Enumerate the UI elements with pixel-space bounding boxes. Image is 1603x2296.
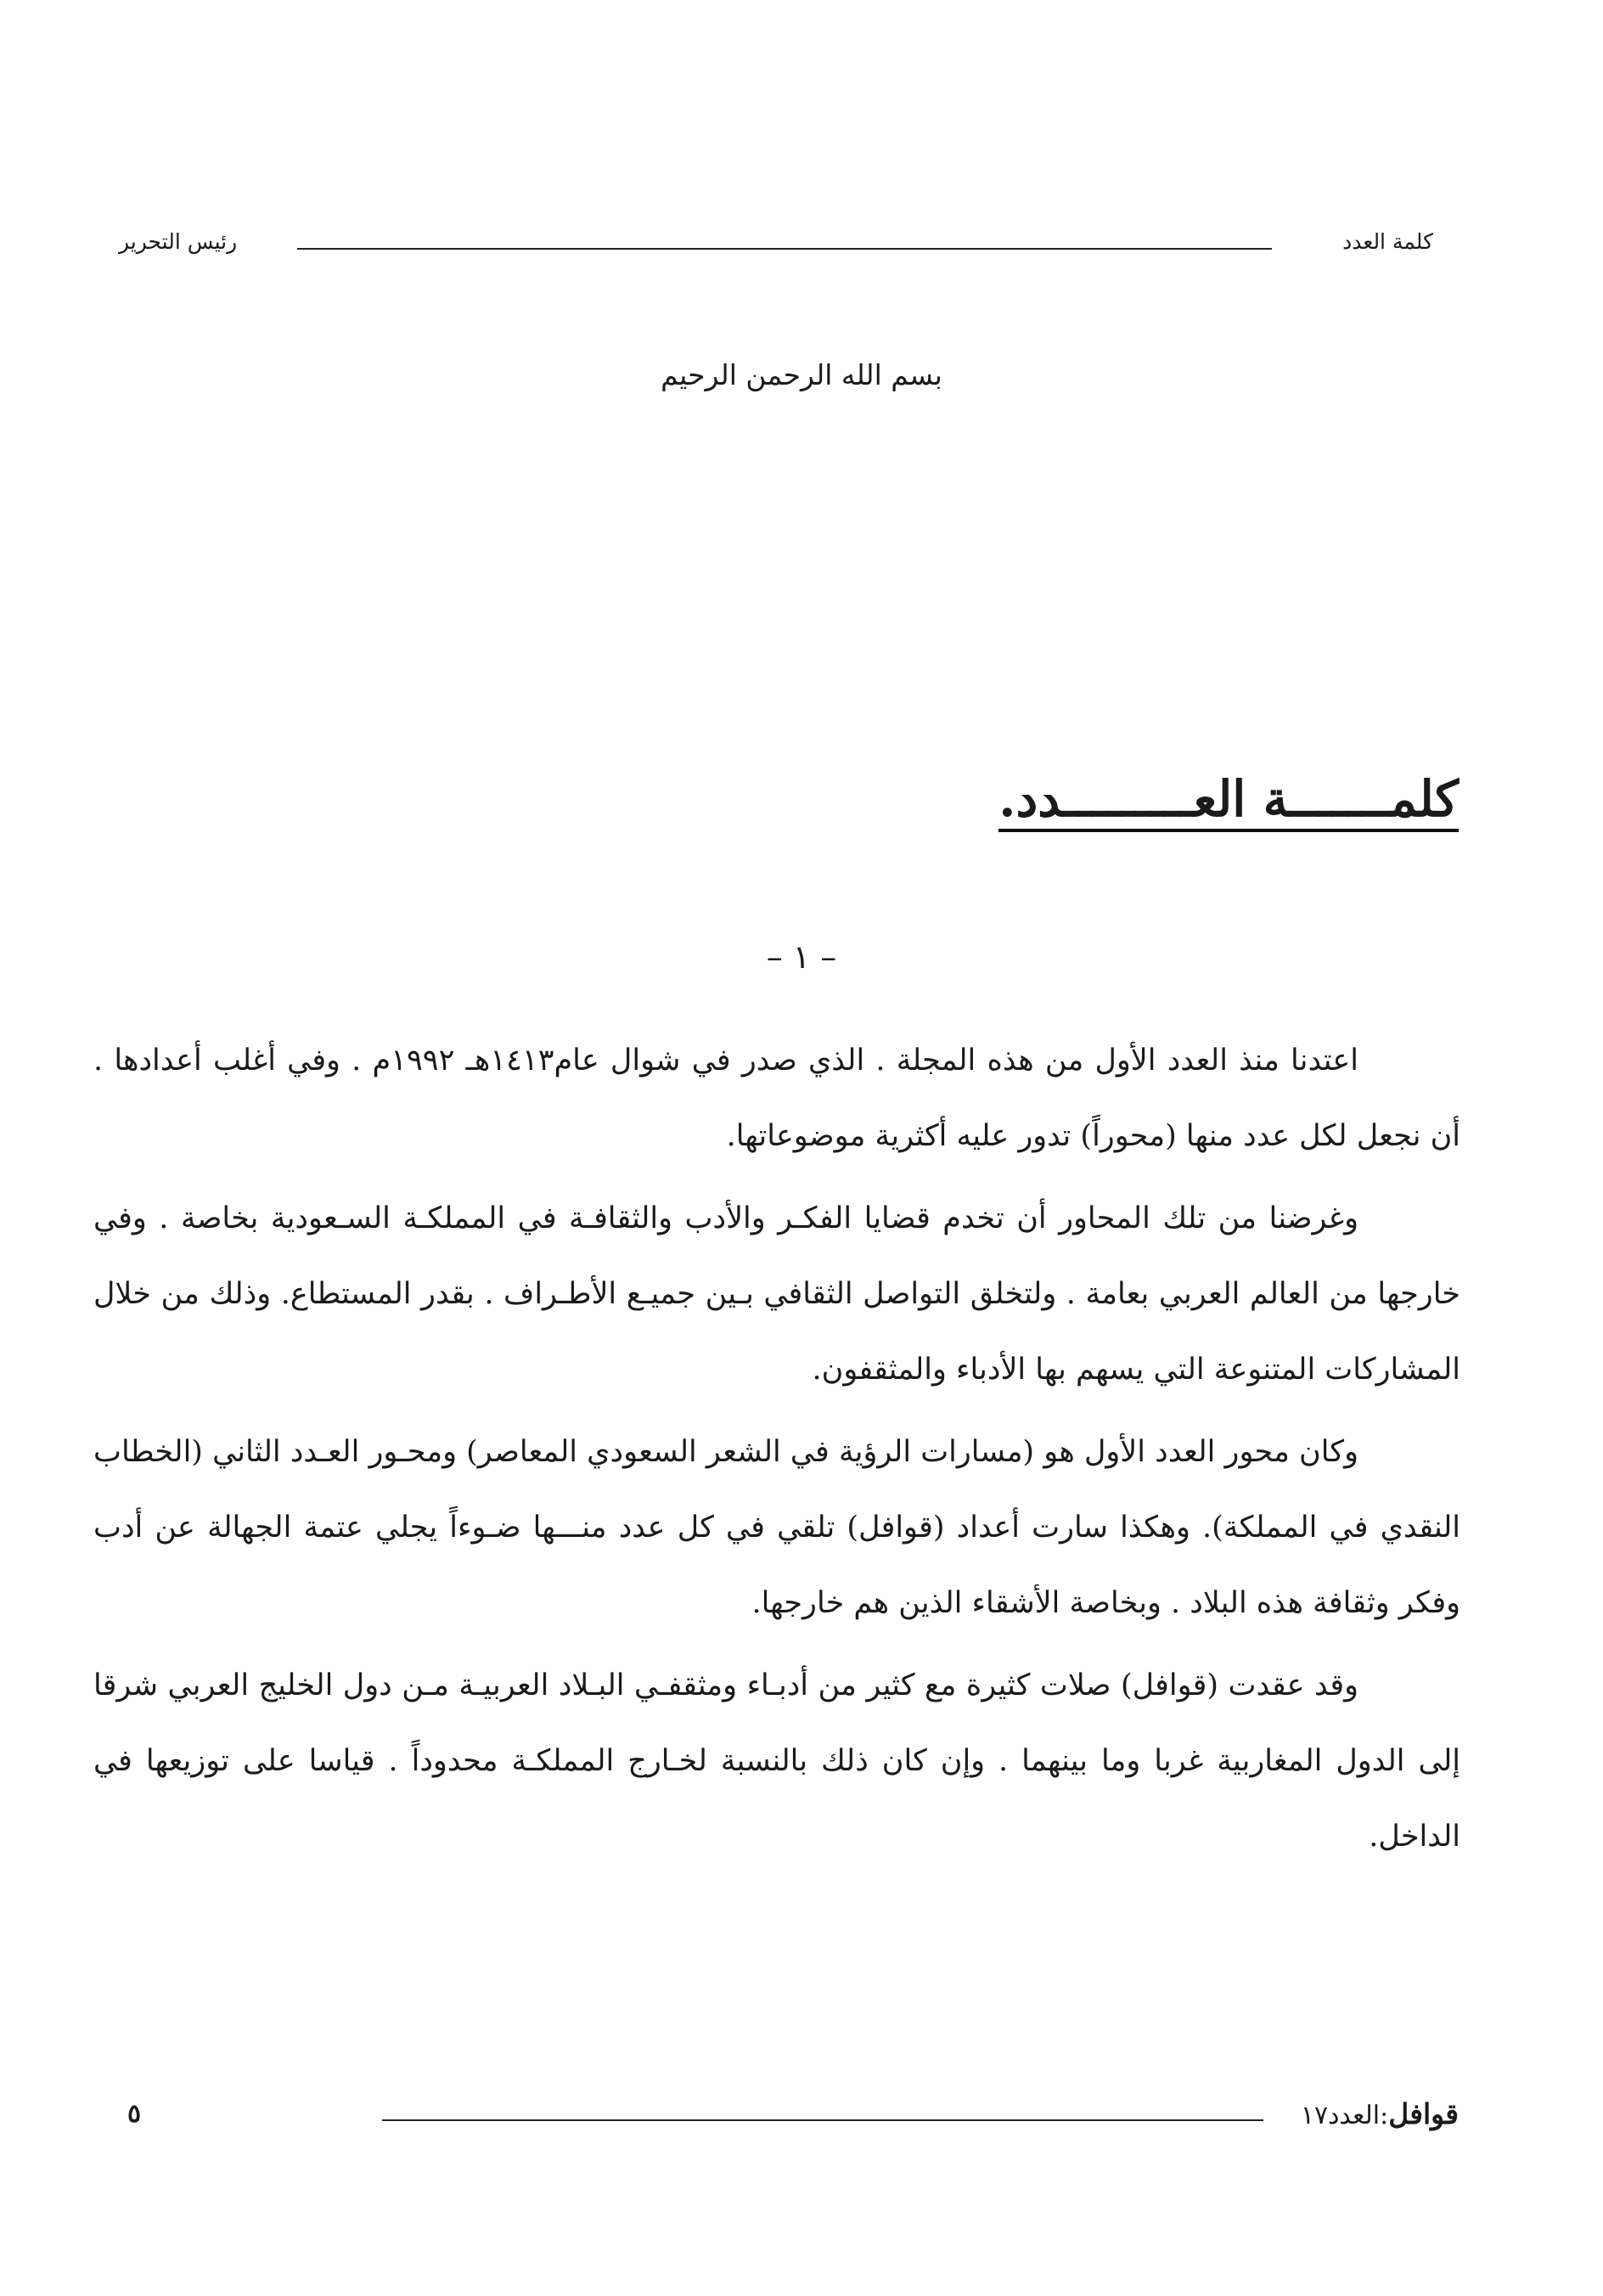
- article-body: [93, 1023, 1460, 1875]
- header-rule: [297, 248, 1272, 250]
- paragraph-1: اعتدنا منذ العدد الأول من هذه المجلة . الذي صدر في شوال عام١٤١٣هـ ١٩٩٢م . وفي أغلب أعدادها . أن نجعل لكل عدد منها (محوراً) تدور عليه أكثرية موضوعاتها.: [93, 1044, 1460, 1153]
- section-number: – ١ –: [766, 938, 837, 976]
- article-title: كلمـــــــة العـــــــــدد.: [998, 773, 1459, 832]
- page-number: ٥: [127, 2099, 142, 2129]
- header-section-title: كلمة العدد: [1342, 229, 1433, 254]
- header-editor: رئيس التحرير: [119, 229, 238, 254]
- journal-name: قوافل: [1388, 2097, 1459, 2130]
- basmala: بسم الله الرحمن الرحيم: [661, 358, 942, 391]
- paragraph-2: وغرضنا من تلك المحاور أن تخدم قضايا الفكـر والأدب والثقافـة في المملكـة السـعودية بخاصة . وفي خارجها من العالم العربي بعامة . ولتخلق التواصل الثقافي بـين جميـع الأطـراف . بقدر المستطاع. وذلك من خلال المشاركات المتنوعة التي يسهم بها الأدباء والمثقفون.: [93, 1201, 1460, 1387]
- footer-journal: [1301, 2097, 1459, 2130]
- running-header: [119, 229, 1433, 263]
- running-footer: [127, 2097, 1459, 2140]
- footer-rule: [382, 2119, 1263, 2121]
- issue-number: :العدد١٧: [1300, 2101, 1389, 2130]
- paragraph-3: وكان محور العدد الأول هو (مسارات الرؤية في الشعر السعودي المعاصر) ومحـور العـدد الثاني (الخطاب النقدي في المملكة). وهكذا سارت أعداد (قوافل) تلقي في كل عدد منـــها ضـوءاً يجلي عتمة الجهالة عن أدب وفكر وثقافة هذه البلاد . وبخاصة الأشقاء الذين هم خارجها.: [93, 1435, 1460, 1620]
- paragraph-4: وقد عقدت (قوافل) صلات كثيرة مع كثير من أدبـاء ومثقفـي البـلاد العربيـة مـن دول الخليج العربي شرقا إلى الدول المغاربية غربا وما بينهما . وإن كان ذلك بالنسبة لخـارج المملكـة محدوداً . قياسا على توزيعها في الداخل.: [93, 1669, 1460, 1854]
